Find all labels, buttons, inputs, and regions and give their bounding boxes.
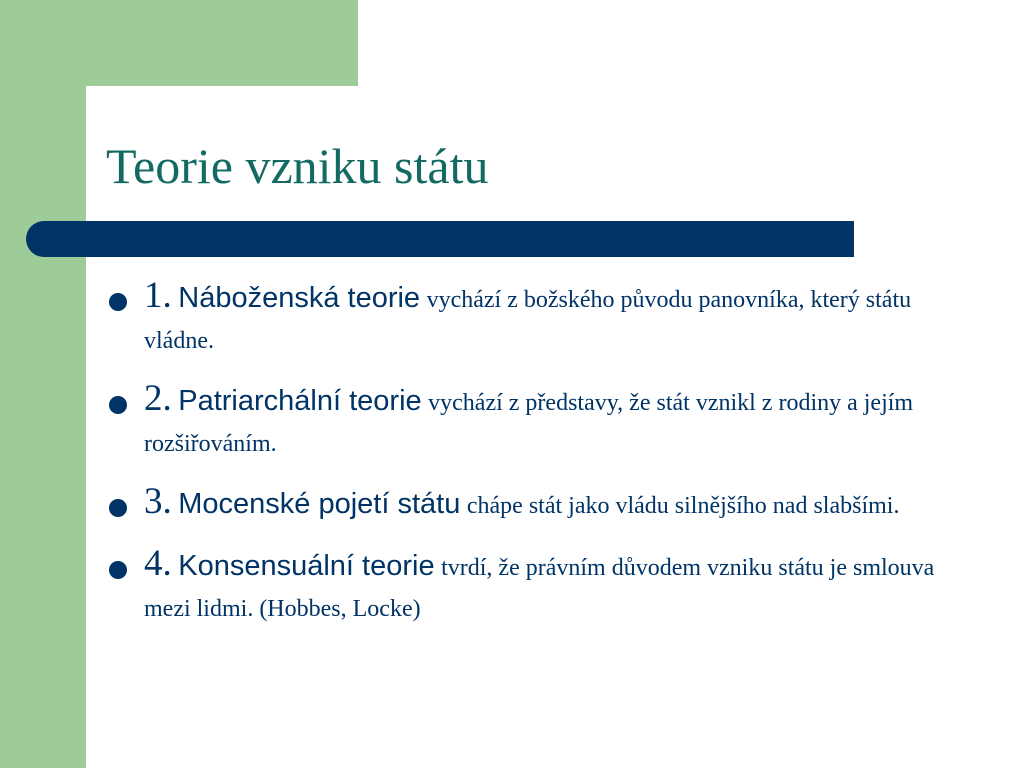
bullet-dot-icon xyxy=(109,499,127,517)
list-item xyxy=(106,482,966,526)
item-description: vychází z představy, že stát vznikl z rodiny a jejím rozšiřováním. xyxy=(144,390,914,457)
decorative-green-sidebar xyxy=(0,0,86,768)
bullet-list xyxy=(106,276,966,647)
item-term: Mocenské pojetí státu xyxy=(178,488,461,520)
list-item xyxy=(106,276,966,361)
bullet-dot-icon xyxy=(109,561,127,579)
list-item xyxy=(106,379,966,464)
item-description: vychází z božského původu panovníka, který státu vládne. xyxy=(144,287,912,354)
item-number: 3. xyxy=(144,481,172,522)
item-term: Náboženská teorie xyxy=(178,282,421,314)
item-description: chápe stát jako vládu silnějšího nad slabšími. xyxy=(466,493,900,519)
item-number: 4. xyxy=(144,543,172,584)
item-number: 2. xyxy=(144,378,172,419)
bullet-dot-icon xyxy=(109,293,127,311)
list-item xyxy=(106,544,966,629)
item-term: Patriarchální teorie xyxy=(178,385,422,417)
slide-title: Teorie vzniku státu xyxy=(106,138,489,194)
title-divider-bar xyxy=(26,221,854,257)
bullet-dot-icon xyxy=(109,396,127,414)
item-term: Konsensuální teorie xyxy=(178,550,435,582)
item-number: 1. xyxy=(144,275,172,316)
decorative-green-header-block xyxy=(0,0,358,86)
item-description: tvrdí, že právním důvodem vzniku státu je smlouva mezi lidmi. (Hobbes, Locke) xyxy=(144,555,935,622)
